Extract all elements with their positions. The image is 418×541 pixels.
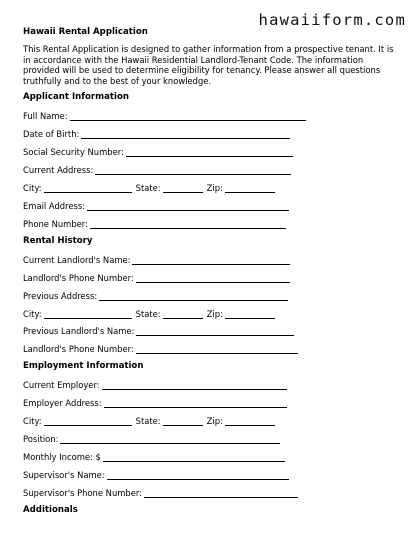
- field-label: State:: [135, 183, 161, 193]
- phone-input-line[interactable]: [90, 219, 286, 229]
- field-label: Supervisor's Phone Number:: [23, 488, 142, 498]
- field-current-employer: [23, 378, 287, 390]
- employer-input-line[interactable]: [102, 380, 287, 390]
- zip-input-line[interactable]: [225, 183, 275, 193]
- field-rental-city-state-zip: [23, 307, 275, 319]
- supervisor-name-input-line[interactable]: [107, 470, 289, 480]
- field-label: Current Landlord's Name:: [23, 255, 131, 265]
- supervisor-phone-input-line[interactable]: [144, 488, 298, 498]
- field-label: Email Address:: [23, 201, 86, 211]
- prev-landlord-name-input-line[interactable]: [136, 326, 294, 336]
- field-label: Landlord's Phone Number:: [23, 344, 134, 354]
- field-label: State:: [135, 416, 161, 426]
- field-supervisor-name: [23, 468, 289, 480]
- field-label: Previous Landlord's Name:: [23, 326, 135, 336]
- state-input-line[interactable]: [163, 309, 203, 319]
- email-input-line[interactable]: [87, 201, 289, 211]
- field-label: City:: [23, 183, 42, 193]
- field-label: Zip:: [206, 183, 223, 193]
- field-label: State:: [135, 309, 161, 319]
- state-input-line[interactable]: [163, 183, 203, 193]
- field-current-landlord-name: [23, 253, 290, 265]
- field-label: Phone Number:: [23, 219, 88, 229]
- city-input-line[interactable]: [44, 416, 132, 426]
- field-current-address: [23, 163, 291, 175]
- field-ssn: [23, 145, 293, 157]
- field-landlord-phone: [23, 271, 290, 283]
- position-input-line[interactable]: [60, 434, 280, 444]
- field-full-name: [23, 109, 306, 121]
- field-phone: [23, 217, 286, 229]
- field-previous-landlord-phone: [23, 342, 298, 354]
- section-title-additionals: Additionals: [23, 505, 78, 515]
- income-input-line[interactable]: [103, 452, 285, 462]
- landlord-name-input-line[interactable]: [132, 255, 290, 265]
- site-watermark: hawaiiform.com: [258, 11, 406, 29]
- landlord-phone-input-line[interactable]: [136, 273, 290, 283]
- intro-paragraph: This Rental Application is designed to gather information from a prospective tenant. It is in accordance with the Hawaii Residential Landlord-Tenant Code. The information provided will be used to determine eligibility for tenancy. Please answer all questions truthfully and to the best of your knowledge.: [23, 44, 394, 86]
- field-label: Current Address:: [23, 165, 94, 175]
- zip-input-line[interactable]: [225, 309, 275, 319]
- field-label: Date of Birth:: [23, 129, 80, 139]
- field-city-state-zip: [23, 181, 275, 193]
- field-label: Full Name:: [23, 111, 68, 121]
- field-label: Current Employer:: [23, 380, 100, 390]
- field-label: Monthly Income: $: [23, 452, 101, 462]
- field-date-of-birth: [23, 127, 290, 139]
- city-input-line[interactable]: [44, 183, 132, 193]
- employer-address-input-line[interactable]: [104, 398, 287, 408]
- section-title-applicant: Applicant Information: [23, 92, 129, 102]
- field-monthly-income: [23, 450, 285, 462]
- field-label: Social Security Number:: [23, 147, 124, 157]
- zip-input-line[interactable]: [225, 416, 275, 426]
- field-label: City:: [23, 309, 42, 319]
- field-previous-landlord-name: [23, 324, 294, 336]
- document-title: Hawaii Rental Application: [23, 27, 148, 37]
- field-employer-address: [23, 396, 287, 408]
- field-label: Employer Address:: [23, 398, 102, 408]
- state-input-line[interactable]: [163, 416, 203, 426]
- field-label: Zip:: [206, 416, 223, 426]
- field-label: Position:: [23, 434, 59, 444]
- field-label: Supervisor's Name:: [23, 470, 105, 480]
- field-employment-city-state-zip: [23, 414, 275, 426]
- field-label: Previous Address:: [23, 291, 98, 301]
- ssn-input-line[interactable]: [126, 147, 293, 157]
- section-title-rental: Rental History: [23, 236, 93, 246]
- city-input-line[interactable]: [44, 309, 132, 319]
- field-label: City:: [23, 416, 42, 426]
- field-label: Landlord's Phone Number:: [23, 273, 134, 283]
- field-supervisor-phone: [23, 486, 298, 498]
- field-previous-address: [23, 289, 288, 301]
- prev-address-input-line[interactable]: [99, 291, 288, 301]
- field-label: Zip:: [206, 309, 223, 319]
- prev-landlord-phone-input-line[interactable]: [136, 344, 298, 354]
- address-input-line[interactable]: [95, 165, 291, 175]
- section-title-employment: Employment Information: [23, 361, 144, 371]
- field-email: [23, 199, 289, 211]
- dob-input-line[interactable]: [81, 129, 290, 139]
- field-position: [23, 432, 280, 444]
- full-name-input-line[interactable]: [70, 111, 306, 121]
